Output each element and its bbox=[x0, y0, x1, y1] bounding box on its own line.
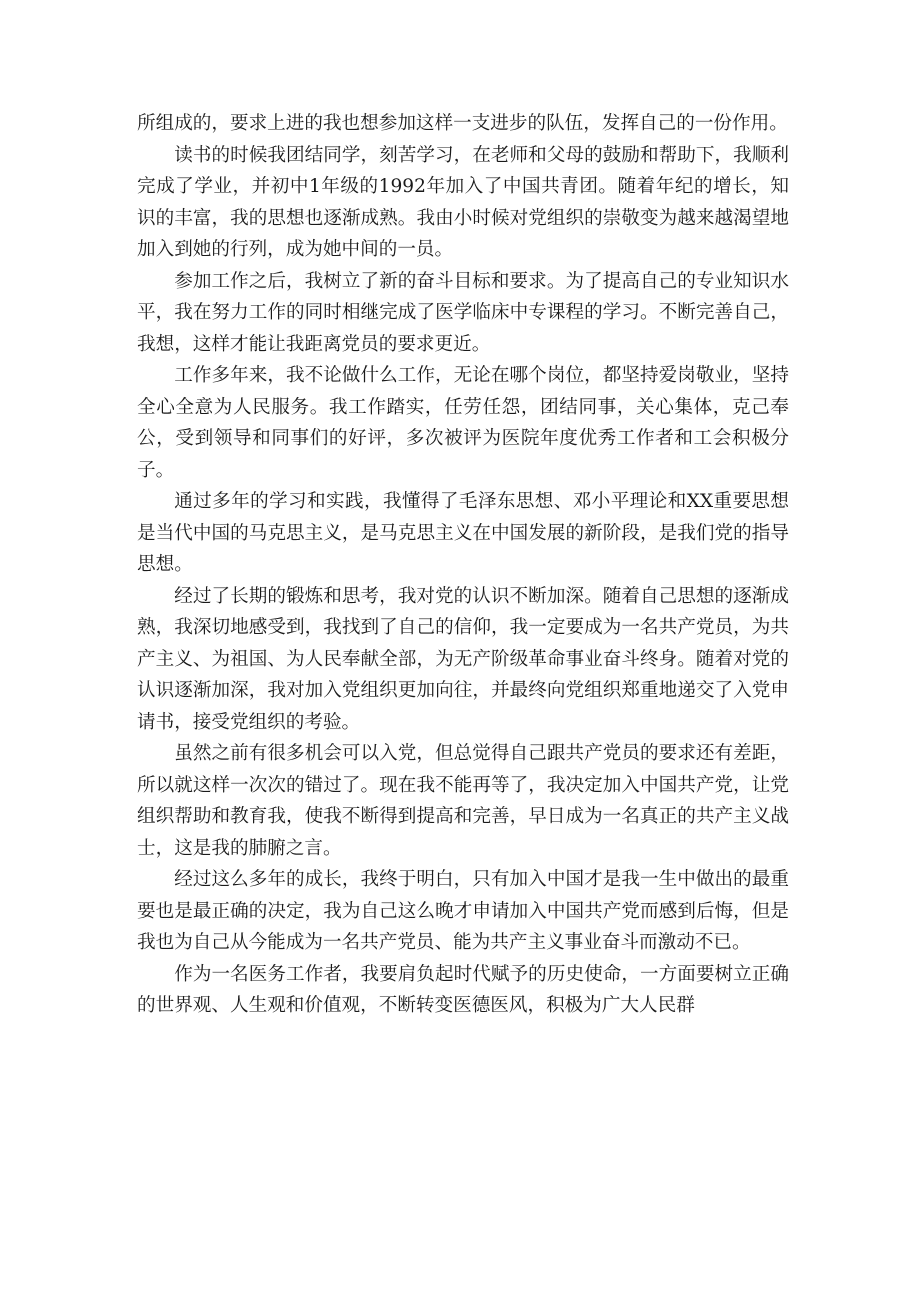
paragraph-6: 经过了长期的锻炼和思考，我对党的认识不断加深。随着自己思想的逐渐成熟，我深切地感受到，我找到了自己的信仰，我一定要成为一名共产党员，为共产主义、为祖国、为人民奉献全部，为无产阶级革命事业奋斗终身。随着对党的认识逐渐加深，我对加入党组织更加向往，并最终向党组织郑重地递交了入党申请书，接受党组织的考验。 bbox=[137, 585, 789, 733]
paragraph-3: 参加工作之后，我树立了新的奋斗目标和要求。为了提高自己的专业知识水平，我在努力工作的同时相继完成了医学临床中专课程的学习。不断完善自己，我想，这样才能让我距离党员的要求更近。 bbox=[137, 270, 789, 355]
paragraph-2: 读书的时候我团结同学，刻苦学习，在老师和父母的鼓励和帮助下，我顺利完成了学业，并初中1年级的1992年加入了中国共青团。随着年纪的增长，知识的丰富，我的思想也逐渐成熟。我由小时候对党组织的崇敬变为越来越渴望地加入到她的行列，成为她中间的一员。 bbox=[137, 144, 789, 260]
document-page bbox=[137, 108, 789, 1022]
paragraph-9: 作为一名医务工作者，我要肩负起时代赋予的历史使命，一方面要树立正确的世界观、人生观和价值观，不断转变医德医风，积极为广大人民群 bbox=[137, 963, 789, 1016]
paragraph-8: 经过这么多年的成长，我终于明白，只有加入中国才是我一生中做出的最重要也是最正确的决定，我为自己这么晚才申请加入中国共产党而感到后悔，但是我也为自己从今能成为一名共产党员、能为共产主义事业奋斗而激动不已。 bbox=[137, 869, 789, 953]
paragraph-1: 所组成的，要求上进的我也想参加这样一支进步的队伍，发挥自己的一份作用。 bbox=[137, 113, 788, 134]
paragraph-7: 虽然之前有很多机会可以入党，但总觉得自己跟共产党员的要求还有差距，所以就这样一次次的错过了。现在我不能再等了，我决定加入中国共产党，让党组织帮助和教育我，使我不断得到提高和完善，早日成为一名真正的共产主义战士，这是我的肺腑之言。 bbox=[137, 743, 789, 859]
paragraph-5: 通过多年的学习和实践，我懂得了毛泽东思想、邓小平理论和XX重要思想是当代中国的马克思主义，是马克思主义在中国发展的新阶段，是我们党的指导思想。 bbox=[137, 491, 789, 575]
paragraph-4: 工作多年来，我不论做什么工作，无论在哪个岗位，都坚持爱岗敬业，坚持全心全意为人民服务。我工作踏实，任劳任怨，团结同事，关心集体，克己奉公，受到领导和同事们的好评，多次被评为医院年度优秀工作者和工会积极分子。 bbox=[137, 365, 789, 481]
